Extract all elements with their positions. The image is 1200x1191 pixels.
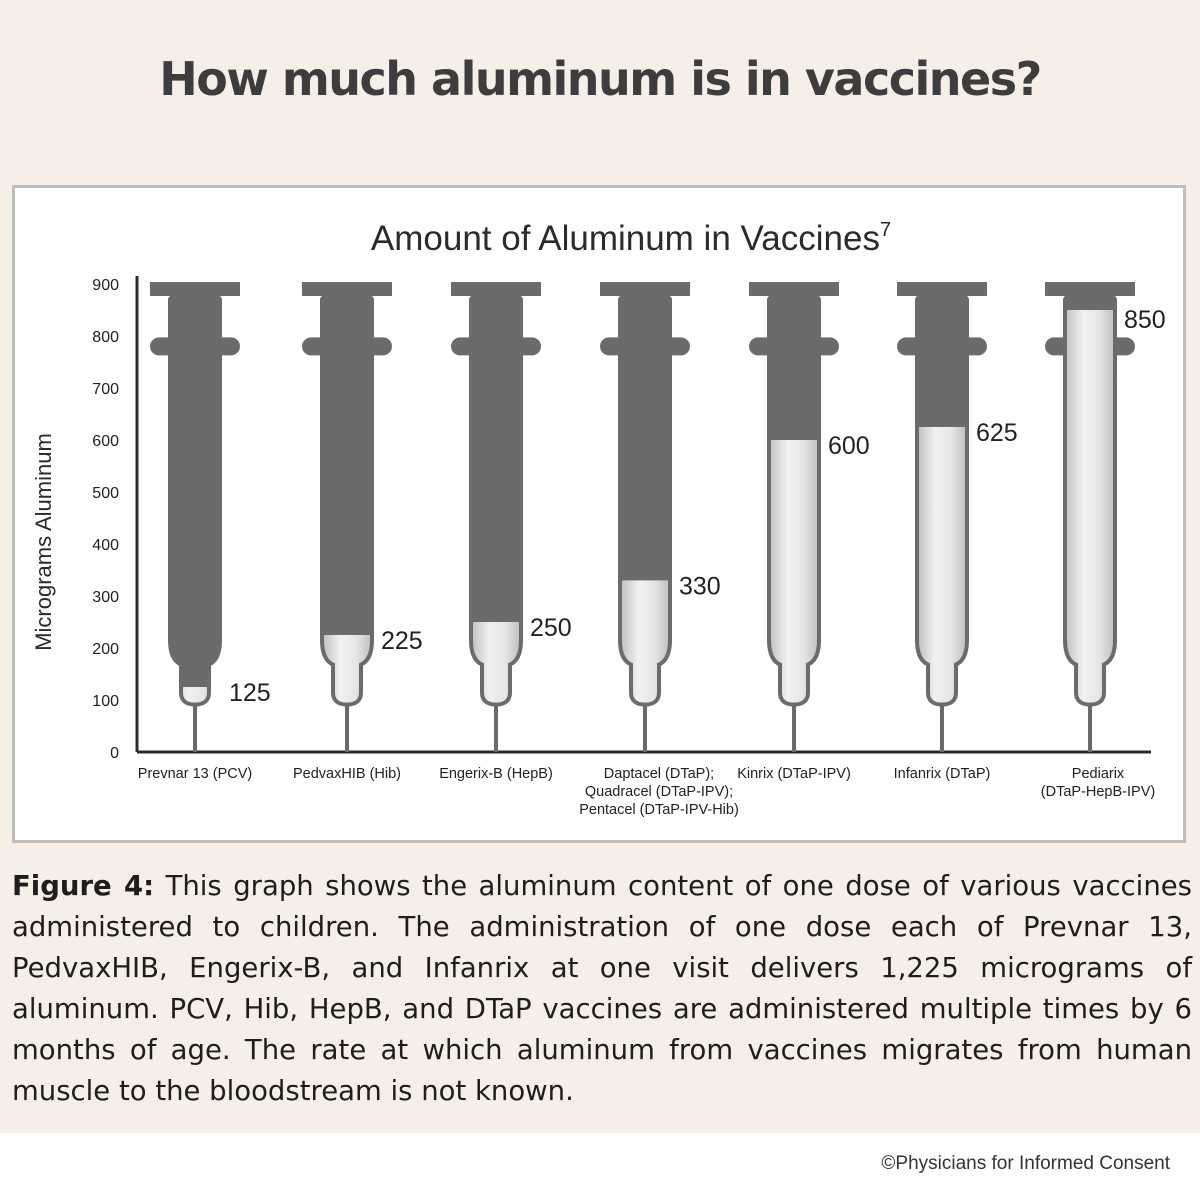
x-category-label: Engerix-B (HepB) (439, 766, 553, 782)
syringe-7 (1045, 282, 1135, 752)
aluminum-fill-bar (1067, 310, 1113, 703)
x-category-label: Kinrix (DTaP-IPV) (737, 766, 851, 782)
chart-title (371, 219, 891, 258)
x-category-label: Daptacel (DTaP); (603, 766, 715, 782)
value-label: 625 (976, 419, 1018, 447)
syringe-4 (600, 282, 690, 752)
aluminum-fill-bar (622, 580, 668, 702)
aluminum-fill-bar (324, 635, 370, 703)
aluminum-chart (15, 188, 1183, 840)
y-tick-label: 200 (92, 641, 119, 658)
y-tick-label: 400 (92, 537, 119, 554)
x-category-label: Quadracel (DTaP-IPV); (584, 784, 734, 800)
value-label: 600 (828, 432, 870, 460)
caption-text: This graph shows the aluminum content of one dose of various vaccines administered to children. The administration of one dose each of Prevnar 13, PedvaxHIB, Engerix-B, and Infanrix at one visit delivers 1,225 micrograms of aluminum. PCV, Hib, HepB, and DTaP vaccines are administered multiple times by 6 months of age. The rate at which aluminum from vaccines migrates from human muscle to the bloodstream is not known. (12, 870, 1192, 1107)
chart-title-sup: 7 (879, 219, 892, 241)
value-label: 330 (679, 572, 721, 601)
y-tick-label: 800 (92, 329, 119, 346)
figure-caption (12, 866, 1192, 1112)
y-tick-label: 600 (92, 433, 119, 450)
x-category-label: Prevnar 13 (PCV) (137, 766, 253, 782)
caption-label: Figure 4: (12, 870, 155, 902)
syringe-6 (897, 282, 987, 752)
x-category-label: PedvaxHIB (Hib) (293, 766, 401, 782)
syringe-1 (150, 282, 240, 752)
x-category-label: Infanrix (DTaP) (893, 766, 991, 782)
y-axis-label: Micrograms Aluminum (31, 433, 56, 651)
y-tick-label: 100 (92, 693, 119, 710)
y-tick-label: 900 (92, 277, 119, 294)
syringe-3 (451, 282, 541, 752)
aluminum-fill-bar (172, 687, 218, 703)
y-tick-label: 0 (110, 745, 119, 762)
value-label: 250 (530, 614, 572, 642)
x-category-label: Pentacel (DTaP-IPV-Hib) (579, 802, 739, 818)
y-tick-label: 500 (92, 485, 119, 502)
syringe-barrel (172, 300, 218, 703)
page-headline: How much aluminum is in vaccines? (159, 52, 1041, 106)
value-label: 850 (1124, 306, 1166, 334)
value-label: 125 (229, 679, 271, 707)
y-tick-label: 300 (92, 589, 119, 606)
x-category-label: (DTaP-HepB-IPV) (1040, 784, 1156, 800)
copyright-credit: ©Physicians for Informed Consent (881, 1153, 1170, 1174)
chart-title-text: Amount of Aluminum in Vaccines (370, 219, 880, 258)
chart-panel (12, 185, 1186, 843)
syringe-5 (749, 282, 839, 752)
syringe-2 (302, 282, 392, 752)
value-label: 225 (381, 627, 423, 655)
y-tick-label: 700 (92, 381, 119, 398)
x-category-label: Pediarix (1071, 766, 1125, 782)
